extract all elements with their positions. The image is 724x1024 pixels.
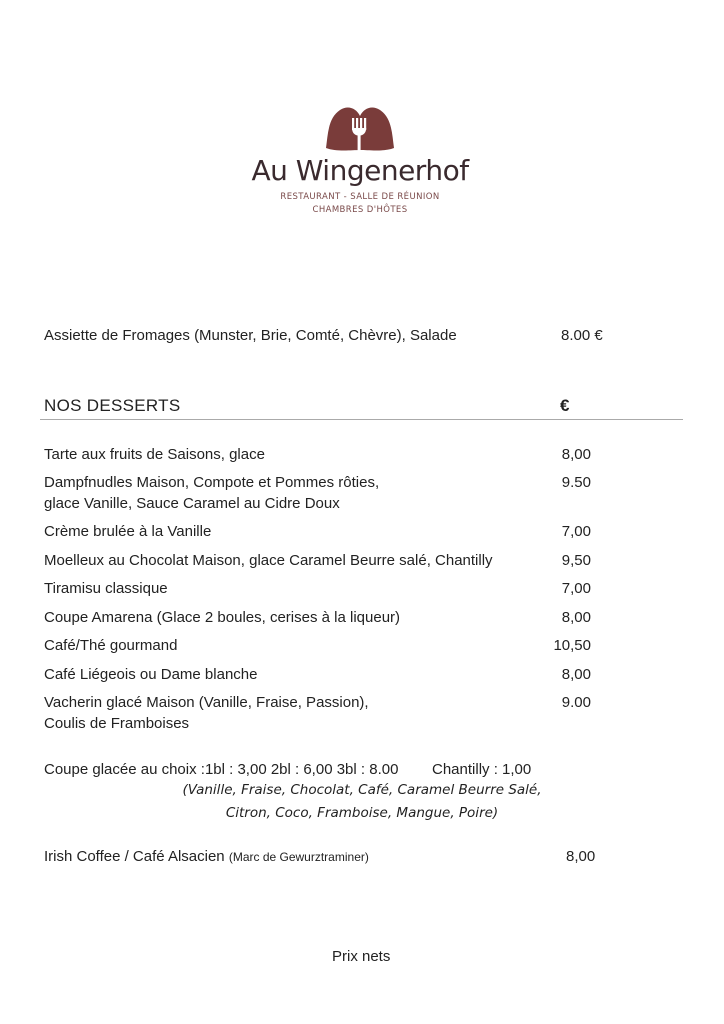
section-title: NOS DESSERTS bbox=[44, 396, 181, 415]
logo-subtitle-2: CHAMBRES D'HÔTES bbox=[312, 205, 408, 215]
cheese-item-price: 8.00 € bbox=[561, 327, 603, 344]
menu-item-label: Tiramisu classique bbox=[44, 580, 168, 597]
menu-item-price: 8,00 bbox=[561, 666, 591, 683]
menu-item-label: Vacherin glacé Maison (Vanille, Fraise, Passion), bbox=[44, 694, 369, 711]
menu-item-label: Tarte aux fruits de Saisons, glace bbox=[44, 446, 265, 463]
menu-item-price: 7,00 bbox=[561, 523, 591, 540]
menu-item-label-continued: Coulis de Framboises bbox=[44, 715, 190, 732]
bells-fork-icon bbox=[322, 104, 398, 154]
flavors-line-2: Citron, Coco, Framboise, Mangue, Poire) bbox=[225, 805, 499, 821]
menu-item-price: 7,00 bbox=[561, 580, 591, 597]
menu-item-label: Coupe Amarena (Glace 2 boules, cerises à la liqueur) bbox=[44, 609, 401, 626]
section-divider bbox=[40, 419, 683, 420]
menu-item-price: 9.00 bbox=[561, 694, 591, 711]
menu-item-label: Crème brulée à la Vanille bbox=[44, 523, 212, 540]
flavors-line-1: (Vanille, Fraise, Chocolat, Café, Caramel Beurre Salé, bbox=[182, 782, 542, 798]
menu-item-label: Café Liégeois ou Dame blanche bbox=[44, 666, 258, 683]
menu-item-label: Dampfnudles Maison, Compote et Pommes rôties, bbox=[44, 474, 380, 491]
irish-coffee-price: 8,00 bbox=[566, 848, 596, 865]
menu-item-label: Café/Thé gourmand bbox=[44, 637, 178, 654]
irish-coffee-label: Irish Coffee / Café Alsacien bbox=[44, 848, 225, 865]
menu-item-price: 10,50 bbox=[553, 637, 591, 654]
menu-item-price: 9,50 bbox=[561, 552, 591, 569]
irish-coffee-item bbox=[44, 846, 369, 868]
currency-header: € bbox=[560, 396, 570, 415]
coupe-label: Coupe glacée au choix :1bl : 3,00 2bl : 6,00 3bl : 8.00 bbox=[44, 761, 399, 778]
cheese-item-label: Assiette de Fromages (Munster, Brie, Comté, Chèvre), Salade bbox=[44, 327, 457, 344]
logo-name: Au Wingenerhof bbox=[251, 154, 469, 187]
menu-item-label-continued: glace Vanille, Sauce Caramel au Cidre Doux bbox=[44, 495, 340, 512]
menu-item-label: Moelleux au Chocolat Maison, glace Caramel Beurre salé, Chantilly bbox=[44, 552, 493, 569]
logo-subtitle-1: RESTAURANT - SALLE DE RÉUNION bbox=[280, 192, 440, 202]
menu-item-price: 8,00 bbox=[561, 609, 591, 626]
menu-item-price: 9.50 bbox=[561, 474, 591, 491]
menu-item-price: 8,00 bbox=[561, 446, 591, 463]
irish-coffee-note: (Marc de Gewurztraminer) bbox=[228, 850, 369, 864]
footer-note: Prix nets bbox=[332, 948, 391, 965]
chantilly-price: Chantilly : 1,00 bbox=[432, 761, 532, 778]
restaurant-logo bbox=[240, 100, 480, 220]
